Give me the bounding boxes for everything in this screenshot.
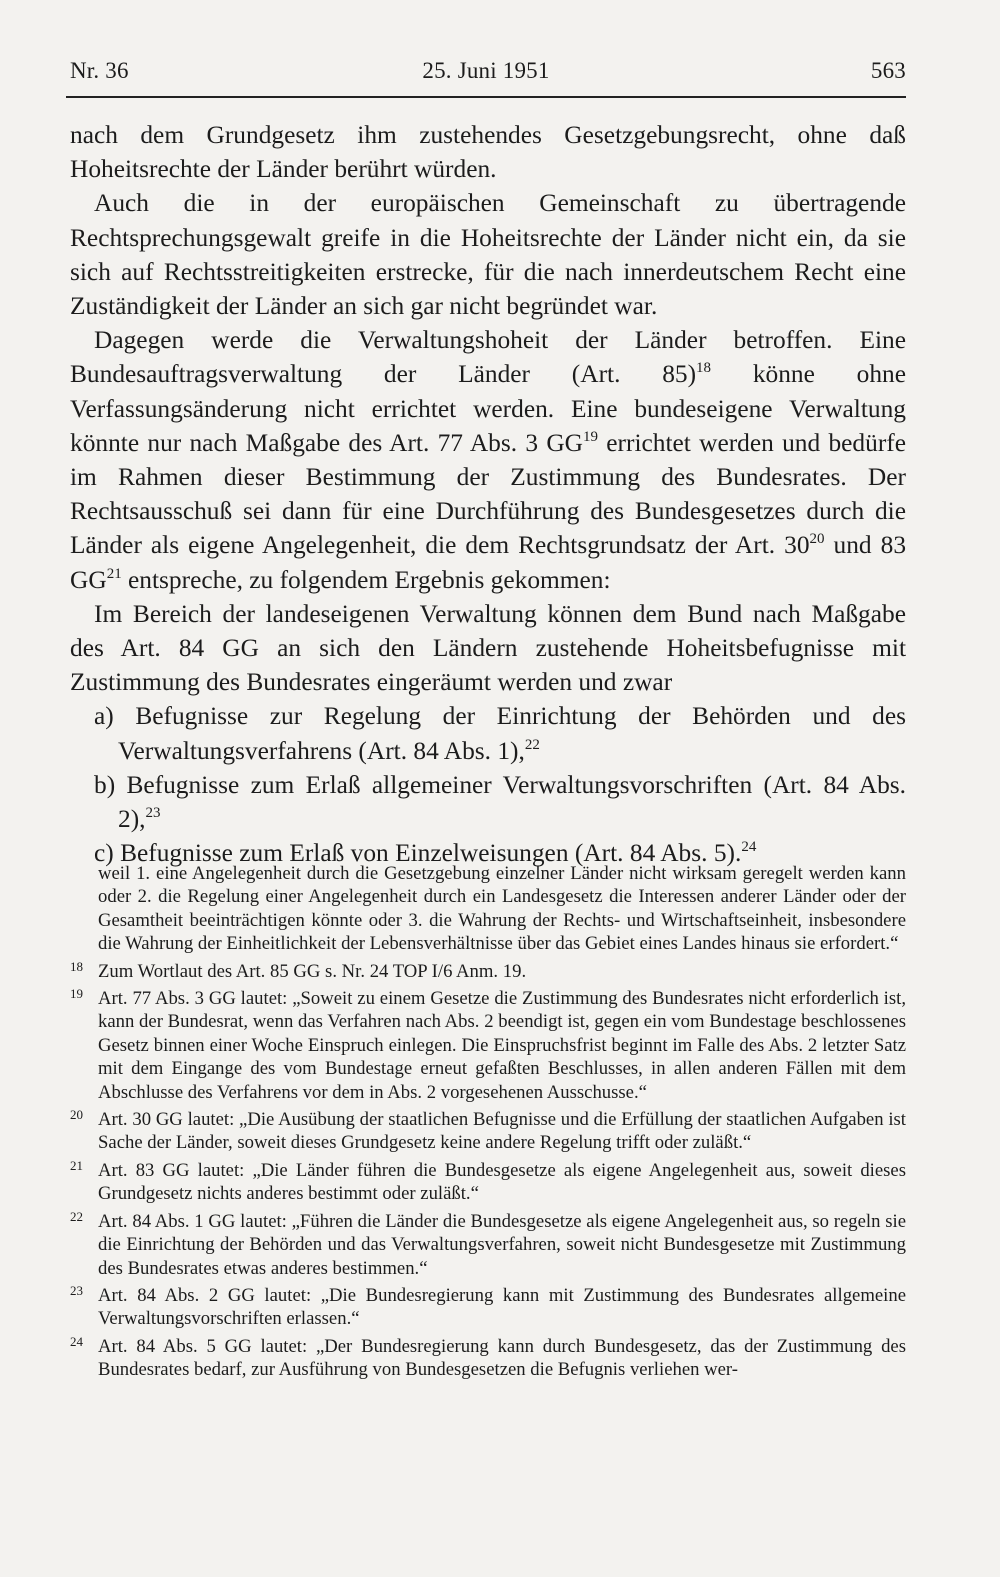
header-date: 25. Juni 1951 — [422, 58, 550, 83]
footnote-ref-22: 22 — [524, 736, 540, 753]
footnote-text: Art. 30 GG lautet: „Die Ausübung der staatlichen Befugnisse und die Erfüllung der staatlichen Aufgaben ist Sache der Länder, soweit dieses Grundgesetz keine andere Regelung trifft oder zuläßt.“ — [98, 1109, 906, 1154]
footnote-number: 19 — [70, 986, 83, 1002]
footnote-18 — [70, 960, 906, 983]
footnote-text: Art. 84 Abs. 5 GG lautet: „Der Bundesregierung kann durch Bundesgesetz, das der Zustimmung des Bundesrates bedarf, zur Ausführung von Bundesgesetzen die Befugnis verliehen wer- — [98, 1335, 906, 1381]
paragraph-3-part-a: Dagegen werde die Verwaltungshoheit der Länder betroffen. Eine Bundesauftragsverwaltung der Länder (Art. 85) — [70, 326, 906, 389]
footnote-ref-18: 18 — [696, 360, 712, 377]
footnote-text: Art. 84 Abs. 1 GG lautet: „Führen die Länder die Bundesgesetze als eigene Angelegenheit aus, so regeln sie die Einrichtung der Behörden und das Verwaltungsverfahren, soweit nicht Bundesgesetze mit Zustimmung des Bundesrates etwas anderes bestimmen.“ — [98, 1210, 906, 1279]
footnote-number: 18 — [70, 958, 83, 974]
footnote-21 — [70, 1159, 906, 1206]
footnote-22 — [70, 1210, 906, 1280]
footnote-ref-20: 20 — [809, 531, 825, 548]
paragraph-3-part-e: entspreche, zu folgendem Ergebnis gekommen: — [121, 565, 611, 594]
footnote-text: Art. 84 Abs. 2 GG lautet: „Die Bundesregierung kann mit Zustimmung des Bundesrates allgemeine Verwaltungsvorschriften erlassen.“ — [98, 1284, 906, 1330]
footnote-text: Zum Wortlaut des Art. 85 GG s. Nr. 24 TOP I/6 Anm. 19. — [98, 960, 527, 982]
list-item-a — [70, 699, 906, 767]
page-header — [66, 44, 906, 98]
paragraph-1: nach dem Grundgesetz ihm zustehendes Gesetzgebungsrecht, ohne daß Hoheitsrechte der Länder berührt würden. — [70, 121, 906, 184]
footnote-ref-21: 21 — [106, 565, 122, 582]
footnotes — [70, 862, 906, 1386]
footnote-text: Art. 83 GG lautet: „Die Länder führen die Bundesgesetze als eigene Angelegenheit aus, soweit dieses Grundgesetz nichts anderes bestimmt oder zuläßt.“ — [98, 1159, 906, 1205]
footnote-text: Art. 77 Abs. 3 GG lautet: „Soweit zu einem Gesetze die Zustimmung des Bundesrates nicht erforderlich ist, kann der Bundesrat, wenn das Verfahren nach Abs. 2 beendigt ist, gegen ein vom Bundestage beschlossenes Gesetz binnen einer Woche Einspruch einlegen. Die Einspruchsfrist beginnt im Falle des Abs. 2 letzter Satz mit dem Eingange des vom Bundestage erneut gefaßten Beschlusses, in allen anderen Fällen mit dem Abschlusse des Verfahrens vor dem in Abs. 2 vorgesehenen Ausschusse.“ — [98, 988, 906, 1103]
footnote-number: 24 — [70, 1333, 83, 1349]
footnote-number: 21 — [70, 1157, 83, 1173]
issue-number: Nr. 36 — [70, 58, 129, 83]
footnote-continuation: weil 1. eine Angelegenheit durch die Gesetzgebung einzelner Länder nicht wirksam geregelt werden kann oder 2. die Regelung einer Angelegenheit durch ein Landesgesetz die Interessen anderer Länder oder der Gesamtheit beeinträchtigen könnte oder 3. die Wahrung der Rechts- und Wirtschaftseinheit, insbesondere die Wahrung der Einheitlichkeit der Lebensverhältnisse über das Gebiet eines Landes hinaus sie erfordert.“ — [98, 863, 906, 955]
footnote-ref-19: 19 — [583, 428, 599, 445]
paragraph-3 — [70, 323, 906, 597]
footnote-24 — [70, 1335, 906, 1382]
footnote-19 — [70, 987, 906, 1104]
main-text — [70, 118, 906, 870]
page-number: 563 — [870, 58, 906, 83]
footnote-ref-24: 24 — [741, 839, 757, 856]
paragraph-4: Im Bereich der landeseigenen Verwaltung können dem Bund nach Maßgabe des Art. 84 GG an sich den Ländern zustehende Hoheitsbefugnisse mit Zustimmung des Bundesrates eingeräumt werden und zwar — [70, 599, 906, 697]
paragraph-3-part-d: und 83 GG — [70, 531, 907, 594]
footnote-23 — [70, 1284, 906, 1331]
paragraph-2: Auch die in der europäischen Gemeinschaft zu übertragende Rechtsprechungsgewalt greife in die Hoheitsrechte der Länder nicht ein, da sie sich auf Rechtsstreitigkeiten erstrecke, für die nach innerdeutschem Recht eine Zuständigkeit der Länder an sich gar nicht begründet war. — [70, 189, 906, 321]
footnote-number: 20 — [70, 1107, 83, 1123]
list-item-c-text: c) Befugnisse zum Erlaß von Einzelweisungen (Art. 84 Abs. 5). — [94, 839, 742, 868]
list-item-a-text: a) Befugnisse zur Regelung der Einrichtung der Behörden und des Verwaltungsverfahrens (Art. 84 Abs. 1), — [94, 702, 906, 765]
paragraph-3-part-b: könne ohne Verfassungsänderung nicht errichtet werden. Eine bundeseigene Verwaltung könnte nur nach Maßgabe des Art. 77 Abs. 3 GG — [70, 360, 906, 457]
footnote-number: 22 — [70, 1208, 83, 1224]
footnote-20 — [70, 1108, 906, 1155]
footnote-ref-23: 23 — [145, 805, 161, 822]
list-item-b-text: b) Befugnisse zum Erlaß allgemeiner Verwaltungsvorschriften (Art. 84 Abs. 2), — [94, 770, 906, 834]
list-item-b — [70, 768, 906, 836]
paragraph-3-part-c: errichtet werden und bedürfe im Rahmen dieser Bestimmung der Zustimmung des Bundesrates. Der Rechtsausschuß sei dann für eine Durchführung des Bundesgesetzes durch die Länder als eigene Angelegenheit, die dem Rechtsgrundsatz der Art. 30 — [70, 428, 906, 560]
footnote-number: 23 — [70, 1282, 83, 1298]
